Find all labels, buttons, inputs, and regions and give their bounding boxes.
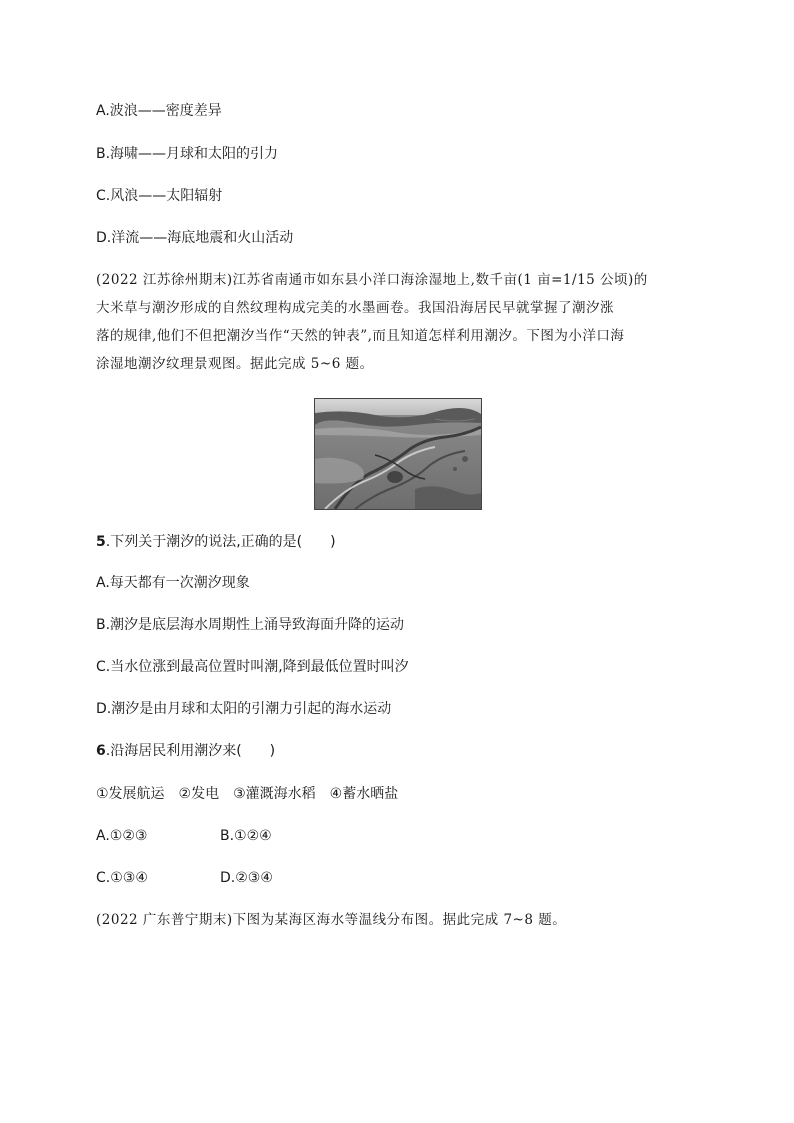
q6-option-d: D.②③④ (220, 870, 273, 886)
q5-number: 5 (96, 534, 106, 550)
q6-number: 6 (96, 743, 106, 759)
q5-option-c: C.当水位涨到最高位置时叫潮,降到最低位置时叫汐 (96, 659, 409, 675)
q5-option-a: A.每天都有一次潮汐现象 (96, 575, 250, 591)
q6-stem (96, 741, 275, 761)
q6-option-a: A.①②③ (96, 828, 148, 844)
q6-stem-text: .沿海居民利用潮汐来( ) (105, 743, 276, 759)
q4-option-a: A.波浪——密度差异 (96, 103, 222, 119)
passage-line: 大米草与潮汐形成的自然纹理构成完美的水墨画卷。我国沿海居民早就掌握了潮汐涨 (96, 300, 614, 316)
passage-tides (96, 266, 696, 378)
tidal-landscape-image (315, 399, 481, 509)
q4-option-d: D.洋流——海底地震和火山活动 (96, 230, 294, 246)
q5-stem-text: .下列关于潮汐的说法,正确的是( ) (105, 534, 336, 550)
q5-stem (96, 532, 336, 552)
passage-line: (2022 江苏徐州期末)江苏省南通市如东县小洋口海涂湿地上,数千亩(1 亩=1/15 公顷)的 (96, 272, 648, 288)
passage-line: 落的规律,他们不但把潮汐当作“天然的钟表”,而且知道怎样利用潮汐。下图为小洋口海 (96, 328, 625, 344)
passage-line: 涂湿地潮汐纹理景观图。据此完成 5~6 题。 (96, 356, 374, 372)
passage-isotherm: (2022 广东普宁期末)下图为某海区海水等温线分布图。据此完成 7~8 题。 (96, 912, 567, 928)
q5-option-d: D.潮汐是由月球和太阳的引潮力引起的海水运动 (96, 701, 392, 717)
q6-option-c: C.①③④ (96, 870, 148, 886)
tidal-texture-photo (314, 398, 482, 510)
q4-option-c: C.风浪——太阳辐射 (96, 188, 223, 204)
q6-option-b: B.①②④ (220, 828, 272, 844)
q4-option-b: B.海啸——月球和太阳的引力 (96, 146, 279, 162)
q6-items: ①发展航运 ②发电 ③灌溉海水稻 ④蓄水晒盐 (96, 786, 399, 802)
q5-option-b: B.潮汐是底层海水周期性上涌导致海面升降的运动 (96, 617, 405, 633)
